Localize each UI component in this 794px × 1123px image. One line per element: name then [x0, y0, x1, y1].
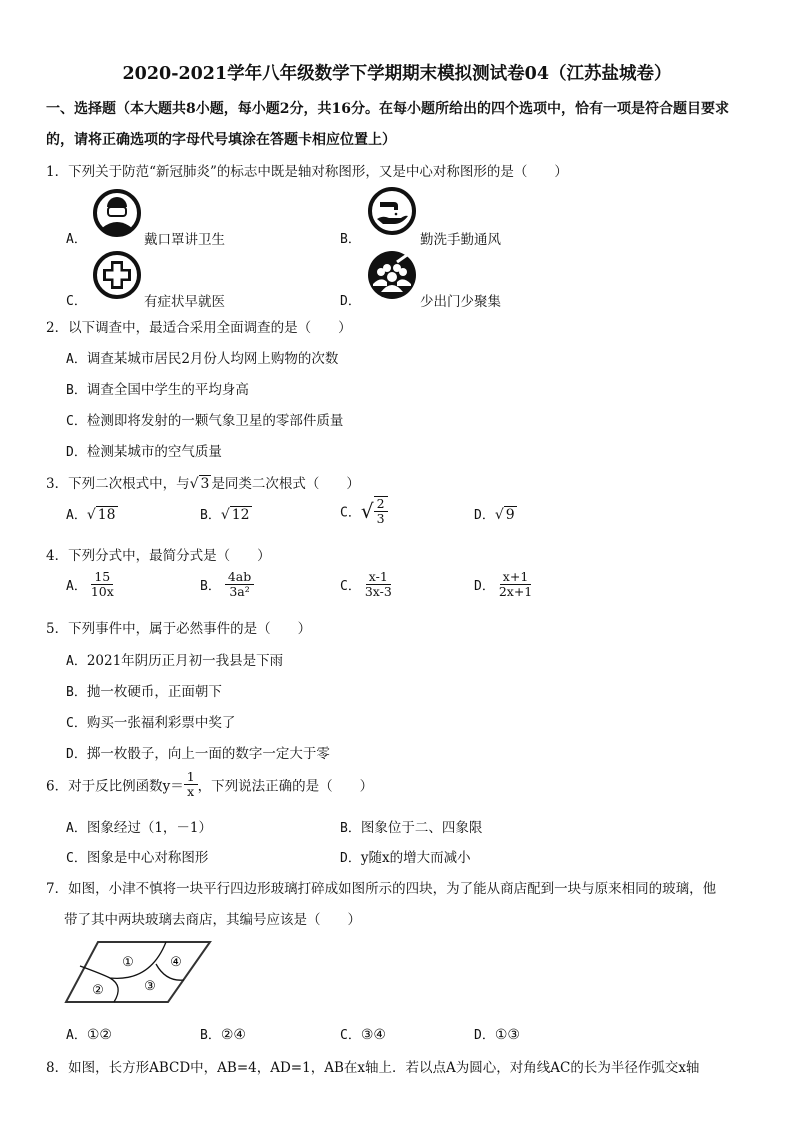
- q3-option-a: [66, 504, 118, 523]
- fraction: [374, 496, 388, 526]
- q3-option-c-label: C．: [340, 505, 361, 521]
- q2-option-d: [66, 440, 222, 460]
- q5-option-d-text: 掷一枚骰子，向上一面的数字一定大于零: [86, 746, 330, 762]
- q7-option-c-text: ③④: [360, 1027, 386, 1043]
- q4-option-d: [474, 570, 532, 599]
- q5-option-c: [66, 711, 235, 731]
- q7-option-d-text: ①③: [494, 1027, 520, 1043]
- q2-option-a-label: A．: [66, 352, 87, 367]
- q3-option-b: [200, 504, 252, 523]
- q2-option-b-text: 调查全国中学生的平均身高: [86, 382, 249, 398]
- numerator: x+1: [500, 570, 531, 585]
- q4-option-b: [200, 570, 254, 599]
- fraction: [365, 570, 392, 599]
- sqrt-sign: √: [360, 499, 374, 523]
- denominator: 10x: [90, 584, 114, 599]
- question-3-stem: [46, 472, 360, 492]
- fraction: [91, 570, 114, 599]
- q2-option-d-text: 检测某城市的空气质量: [86, 444, 222, 460]
- q5-option-a-text: 2021年阴历正月初一我县是下雨: [86, 653, 284, 669]
- denominator: 3: [376, 511, 385, 526]
- q4-option-b-label: B．: [200, 579, 221, 594]
- numerator: 4ab: [225, 570, 254, 585]
- q2-option-a: [66, 347, 338, 367]
- q7-option-a-text: ①②: [86, 1027, 112, 1043]
- q4-option-c: [340, 570, 392, 599]
- q7-option-d-label: D．: [474, 1028, 495, 1043]
- denominator: x: [187, 784, 195, 799]
- q6-option-d-text: y随x的增大而减小: [360, 850, 471, 866]
- q6-stem-post: ，下列说法正确的是（ ）: [197, 778, 374, 795]
- question-7-stem-line1: 7．如图，小津不慎将一块平行四边形玻璃打碎成如图所示的四块，为了能从商店配到一块与原来相同的玻璃，他: [46, 881, 717, 897]
- denominator: 2x+1: [498, 584, 533, 599]
- no-crowd-icon: [367, 250, 417, 300]
- radicand: 12: [231, 507, 250, 523]
- q5-option-b-text: 抛一枚硬币，正面朝下: [86, 684, 222, 700]
- q7-option-b-text: ②④: [220, 1027, 246, 1043]
- q4-option-a: [66, 570, 114, 599]
- q2-option-c-label: C．: [66, 414, 87, 429]
- fraction: [499, 570, 532, 599]
- q3-stem-pre: 3．下列二次根式中，与: [46, 476, 190, 492]
- q3-option-b-label: B．: [200, 508, 221, 523]
- q5-option-c-label: C．: [66, 716, 87, 731]
- q6-option-b-label: B．: [340, 821, 361, 836]
- hand-wash-icon: [367, 186, 417, 236]
- q5-option-c-text: 购买一张福利彩票中奖了: [86, 715, 236, 731]
- figure-label-2: ②: [92, 983, 104, 998]
- q4-option-c-label: C．: [340, 579, 361, 594]
- q7-option-a: [66, 1024, 112, 1043]
- q2-option-d-label: D．: [66, 445, 87, 460]
- q3-option-c: [340, 496, 388, 526]
- q1-option-d-text: 少出门少聚集: [420, 294, 501, 310]
- q7-option-c-label: C．: [340, 1028, 361, 1043]
- mask-person-icon: [92, 188, 142, 238]
- q2-option-b: [66, 378, 249, 398]
- numerator: x-1: [366, 570, 391, 585]
- denominator: 3a²: [229, 584, 250, 599]
- section-header-line1: 一、选择题（本大题共8小题，每小题2分，共16分。在每小题所给出的四个选项中，恰有一项是符合题目要求: [46, 101, 729, 117]
- section-header-line2: 的，请将正确选项的字母代号填涂在答题卡相应位置上）: [46, 132, 396, 148]
- question-7-stem-line2: 带了其中两块玻璃去商店，其编号应该是（ ）: [64, 912, 361, 928]
- q4-option-a-label: A．: [66, 579, 87, 594]
- medical-cross-icon: [92, 250, 142, 300]
- q6-option-d-label: D．: [340, 851, 361, 866]
- radicand: 18: [97, 507, 116, 523]
- question-6-stem: [46, 770, 373, 799]
- sqrt-expression: √ 9: [494, 507, 515, 523]
- question-1-stem: 1．下列关于防范“新冠肺炎”的标志中既是轴对称图形，又是中心对称图形的是（ ）: [46, 164, 568, 180]
- q5-option-b: [66, 680, 222, 700]
- sqrt-expression: √ 12: [220, 507, 250, 523]
- q3-option-d-label: D．: [474, 508, 495, 523]
- q6-stem-pre: 6．对于反比例函数y＝: [46, 778, 184, 795]
- q3-stem-sqrt: √ 3: [189, 476, 210, 492]
- q5-option-d-label: D．: [66, 747, 87, 762]
- q1-option-b-label: B．: [340, 232, 361, 247]
- q7-option-d: [474, 1024, 520, 1043]
- q7-option-b-label: B．: [200, 1028, 221, 1043]
- question-8-stem: 8．如图，长方形ABCD中，AB=4，AD=1，AB在x轴上．若以点A为圆心，对角线AC的长为半径作弧交x轴: [46, 1060, 700, 1076]
- denominator: 3x-3: [364, 584, 392, 599]
- q2-option-c: [66, 409, 343, 429]
- page-title: 2020-2021学年八年级数学下学期期末模拟测试卷04（江苏盐城卷）: [122, 64, 672, 84]
- q6-option-c: [66, 846, 208, 866]
- fraction: [225, 570, 254, 599]
- q6-option-a: [66, 816, 212, 836]
- q1-option-c-label: C．: [66, 294, 87, 309]
- q2-option-a-text: 调查某城市居民2月份人均网上购物的次数: [86, 351, 339, 367]
- radicand: 9: [505, 507, 515, 523]
- q3-option-a-label: A．: [66, 508, 87, 523]
- figure-label-4: ④: [170, 955, 182, 970]
- q6-option-b: [340, 816, 482, 836]
- question-5-stem: 5．下列事件中，属于必然事件的是（ ）: [46, 621, 312, 637]
- q6-option-c-text: 图象是中心对称图形: [86, 850, 209, 866]
- q1-option-b-text: 勤洗手勤通风: [420, 232, 501, 248]
- numerator: 2: [374, 497, 388, 512]
- q6-option-b-text: 图象位于二、四象限: [360, 820, 483, 836]
- q3-stem-post: 是同类二次根式（ ）: [211, 476, 360, 492]
- q3-stem-radicand: 3: [200, 476, 210, 492]
- q2-option-c-text: 检测即将发射的一颗气象卫星的零部件质量: [86, 413, 344, 429]
- q6-option-d: [340, 846, 471, 866]
- q1-option-c-text: 有症状早就医: [144, 294, 225, 310]
- q5-option-d: [66, 742, 330, 762]
- q7-option-c: [340, 1024, 386, 1043]
- q3-option-d: [474, 504, 517, 523]
- q1-option-d-label: D．: [340, 294, 361, 309]
- q6-option-a-label: A．: [66, 821, 87, 836]
- numerator: 1: [184, 770, 198, 785]
- q7-option-a-label: A．: [66, 1028, 87, 1043]
- numerator: 15: [91, 570, 113, 585]
- fraction: [184, 770, 198, 799]
- figure-label-3: ③: [144, 979, 156, 994]
- q5-option-a-label: A．: [66, 654, 87, 669]
- question-4-stem: 4．下列分式中，最简分式是（ ）: [46, 548, 271, 564]
- figure-label-1: ①: [122, 955, 134, 970]
- q4-option-d-label: D．: [474, 579, 495, 594]
- parallelogram-figure: [60, 938, 220, 1008]
- q1-option-a-text: 戴口罩讲卫生: [144, 232, 225, 248]
- q7-option-b: [200, 1024, 246, 1043]
- q1-option-a-label: A．: [66, 232, 87, 247]
- q5-option-b-label: B．: [66, 685, 87, 700]
- q2-option-b-label: B．: [66, 383, 87, 398]
- question-2-stem: 2．以下调查中，最适合采用全面调查的是（ ）: [46, 320, 352, 336]
- q6-option-c-label: C．: [66, 851, 87, 866]
- q5-option-a: [66, 649, 283, 669]
- q6-option-a-text: 图象经过（1，－1）: [86, 820, 213, 836]
- sqrt-expression: √ 18: [86, 507, 116, 523]
